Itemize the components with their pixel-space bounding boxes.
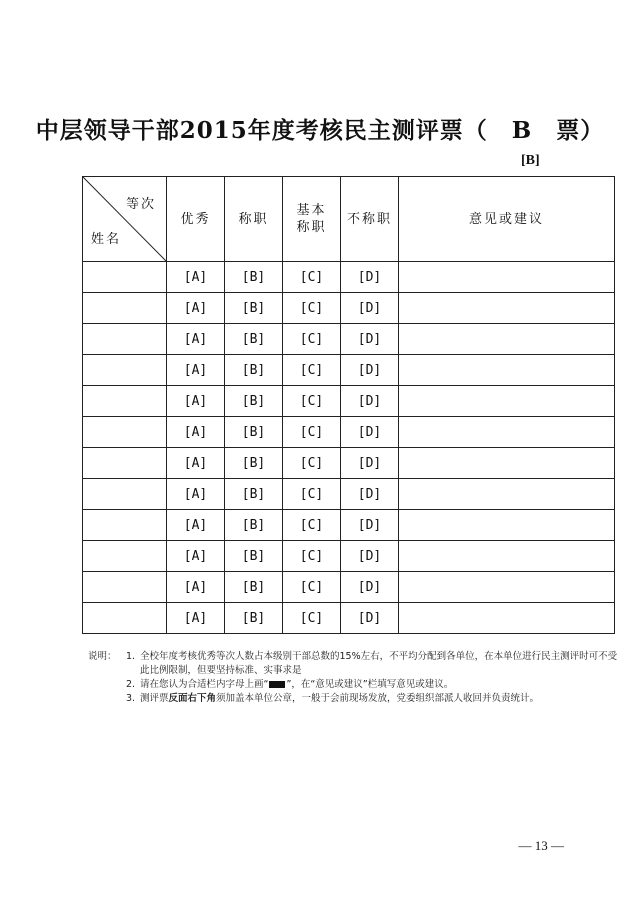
note-number: 3. <box>126 693 136 704</box>
name-cell[interactable] <box>83 479 167 510</box>
name-cell[interactable] <box>83 448 167 479</box>
option-cell[interactable]: [D] <box>341 510 399 541</box>
option-cell[interactable]: [B] <box>225 541 283 572</box>
table-row <box>83 355 615 386</box>
name-cell[interactable] <box>83 603 167 634</box>
option-cell[interactable]: [D] <box>341 603 399 634</box>
table-row <box>83 324 615 355</box>
col-header-basically-competent: 基本 称职 <box>283 177 341 262</box>
option-cell[interactable]: [D] <box>341 541 399 572</box>
option-cell[interactable]: [B] <box>225 355 283 386</box>
option-cell[interactable]: [A] <box>167 324 225 355</box>
option-cell[interactable]: [C] <box>283 386 341 417</box>
option-cell[interactable]: [C] <box>283 417 341 448</box>
note-item-2 <box>88 678 618 692</box>
opinion-cell[interactable] <box>399 293 615 324</box>
opinion-cell[interactable] <box>399 479 615 510</box>
name-cell[interactable] <box>83 262 167 293</box>
corner-header-cell <box>83 177 167 262</box>
ticket-type-label: [B] <box>521 153 540 168</box>
option-cell[interactable]: [A] <box>167 386 225 417</box>
col-header-competent: 称职 <box>225 177 283 262</box>
opinion-cell[interactable] <box>399 355 615 386</box>
option-cell[interactable]: [B] <box>225 572 283 603</box>
option-cell[interactable]: [C] <box>283 541 341 572</box>
table-row <box>83 479 615 510</box>
option-cell[interactable]: [D] <box>341 262 399 293</box>
option-cell[interactable]: [B] <box>225 293 283 324</box>
table-row <box>83 293 615 324</box>
table-header-row <box>83 177 615 262</box>
table-row <box>83 572 615 603</box>
option-cell[interactable]: [B] <box>225 262 283 293</box>
grade-header: 等次 <box>125 197 156 212</box>
note-item-1 <box>88 650 618 678</box>
option-cell[interactable]: [D] <box>341 386 399 417</box>
note-text: 请在您认为合适栏内字母上画“ ”，在“意见或建议”栏填写意见或建议。 <box>140 679 454 690</box>
option-cell[interactable]: [C] <box>283 355 341 386</box>
option-cell[interactable]: [B] <box>225 479 283 510</box>
name-cell[interactable] <box>83 324 167 355</box>
notes-lead: 说明： <box>88 651 117 662</box>
name-cell[interactable] <box>83 510 167 541</box>
table-row <box>83 448 615 479</box>
notes-section <box>88 650 618 706</box>
document-title: 中层领导干部2015年度考核民主测评票（ B 票） <box>35 117 605 144</box>
option-cell[interactable]: [D] <box>341 324 399 355</box>
option-cell[interactable]: [A] <box>167 510 225 541</box>
option-cell[interactable]: [B] <box>225 417 283 448</box>
option-cell[interactable]: [B] <box>225 386 283 417</box>
diagonal-divider <box>83 177 166 261</box>
note-item-3 <box>88 692 618 706</box>
opinion-cell[interactable] <box>399 417 615 448</box>
table-row <box>83 262 615 293</box>
option-cell[interactable]: [D] <box>341 572 399 603</box>
filled-block-mark <box>269 681 285 688</box>
option-cell[interactable]: [A] <box>167 355 225 386</box>
opinion-cell[interactable] <box>399 448 615 479</box>
option-cell[interactable]: [A] <box>167 417 225 448</box>
table-row <box>83 541 615 572</box>
opinion-cell[interactable] <box>399 572 615 603</box>
option-cell[interactable]: [B] <box>225 603 283 634</box>
option-cell[interactable]: [D] <box>341 417 399 448</box>
name-cell[interactable] <box>83 541 167 572</box>
table-row <box>83 417 615 448</box>
opinion-cell[interactable] <box>399 603 615 634</box>
option-cell[interactable]: [A] <box>167 448 225 479</box>
option-cell[interactable]: [A] <box>167 293 225 324</box>
name-header: 姓名 <box>91 232 122 247</box>
name-cell[interactable] <box>83 386 167 417</box>
name-cell[interactable] <box>83 355 167 386</box>
option-cell[interactable]: [A] <box>167 262 225 293</box>
table-row <box>83 386 615 417</box>
option-cell[interactable]: [A] <box>167 572 225 603</box>
option-cell[interactable]: [C] <box>283 293 341 324</box>
option-cell[interactable]: [C] <box>283 324 341 355</box>
option-cell[interactable]: [C] <box>283 572 341 603</box>
opinion-cell[interactable] <box>399 510 615 541</box>
table-row <box>83 510 615 541</box>
note-text: 测评票反面右下角须加盖本单位公章，一般于会前现场发放，党委组织部派人收回并负责统计。 <box>140 693 540 704</box>
option-cell[interactable]: [A] <box>167 479 225 510</box>
table-row <box>83 603 615 634</box>
opinion-cell[interactable] <box>399 262 615 293</box>
option-cell[interactable]: [C] <box>283 479 341 510</box>
option-cell[interactable]: [D] <box>341 355 399 386</box>
col-header-incompetent: 不称职 <box>341 177 399 262</box>
opinion-cell[interactable] <box>399 386 615 417</box>
col-header-excellent: 优秀 <box>167 177 225 262</box>
opinion-cell[interactable] <box>399 324 615 355</box>
option-cell[interactable]: [C] <box>283 448 341 479</box>
note-number: 1. <box>126 651 136 662</box>
option-cell[interactable]: [C] <box>283 603 341 634</box>
page-number: — 13 — <box>518 838 564 853</box>
option-cell[interactable]: [B] <box>225 324 283 355</box>
option-cell[interactable]: [A] <box>167 603 225 634</box>
option-cell[interactable]: [D] <box>341 448 399 479</box>
option-cell[interactable]: [A] <box>167 541 225 572</box>
note-number: 2. <box>126 679 136 690</box>
note-text: 全校年度考核优秀等次人数占本级别干部总数的15%左右，不平均分配到各单位，在本单位进行民主测评时可不受此比例限制，但要坚持标准、实事求是 <box>140 651 618 676</box>
evaluation-table <box>82 176 615 634</box>
opinion-cell[interactable] <box>399 541 615 572</box>
option-cell[interactable]: [C] <box>283 510 341 541</box>
option-cell[interactable]: [D] <box>341 293 399 324</box>
option-cell[interactable]: [B] <box>225 510 283 541</box>
name-cell[interactable] <box>83 572 167 603</box>
option-cell[interactable]: [D] <box>341 479 399 510</box>
option-cell[interactable]: [B] <box>225 448 283 479</box>
name-cell[interactable] <box>83 417 167 448</box>
option-cell[interactable]: [C] <box>283 262 341 293</box>
col-header-opinions: 意见或建议 <box>399 177 615 262</box>
name-cell[interactable] <box>83 293 167 324</box>
